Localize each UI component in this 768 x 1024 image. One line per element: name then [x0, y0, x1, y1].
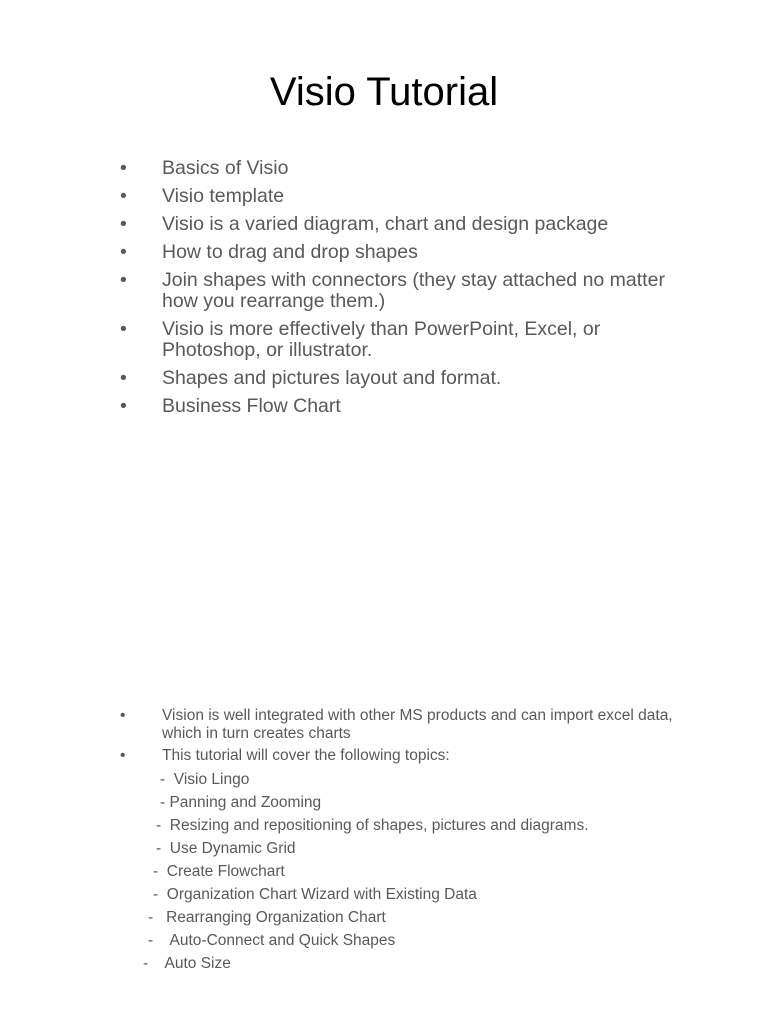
- topic-item: - Rearranging Organization Chart: [148, 909, 386, 926]
- topic-item: - Organization Chart Wizard with Existing Data: [153, 886, 477, 903]
- bullet-text: Basics of Visio: [162, 157, 289, 179]
- bullet-icon: •: [120, 318, 127, 340]
- note-item: [120, 707, 680, 743]
- bullet-item: [120, 396, 680, 417]
- bullet-icon: •: [120, 707, 126, 724]
- topic-item: - Resizing and repositioning of shapes, pictures and diagrams.: [156, 817, 589, 834]
- bullet-item: [120, 368, 680, 389]
- bullet-item: [120, 270, 680, 312]
- bullet-text: Shapes and pictures layout and format.: [162, 367, 502, 389]
- bullet-icon: •: [120, 213, 127, 235]
- bullet-text: How to drag and drop shapes: [162, 241, 418, 263]
- note-item: [120, 747, 680, 765]
- bullet-icon: •: [120, 241, 127, 263]
- bullet-text: Visio is a varied diagram, chart and design package: [162, 213, 609, 235]
- notes-list: [120, 707, 680, 769]
- bullet-item: [120, 186, 680, 207]
- bullet-item: [120, 242, 680, 263]
- note-text: Vision is well integrated with other MS products and can import excel data, which in turn creates charts: [162, 707, 673, 742]
- topic-item: - Panning and Zooming: [160, 794, 322, 811]
- topic-item: - Auto Size: [143, 955, 231, 972]
- topic-item: - Use Dynamic Grid: [156, 840, 296, 857]
- bullet-item: [120, 319, 680, 361]
- bullet-icon: •: [120, 269, 127, 291]
- bullet-item: [120, 158, 680, 179]
- main-bullet-list: [120, 158, 680, 424]
- bullet-icon: •: [120, 185, 127, 207]
- note-text: This tutorial will cover the following topics:: [162, 747, 450, 764]
- bullet-text: Visio is more effectively than PowerPoint, Excel, or Photoshop, or illustrator.: [162, 318, 601, 361]
- bullet-text: Visio template: [162, 185, 285, 207]
- bullet-icon: •: [120, 395, 127, 417]
- bullet-icon: •: [120, 367, 127, 389]
- page-title: Visio Tutorial: [269, 70, 499, 114]
- topic-item: - Create Flowchart: [153, 863, 285, 880]
- bullet-item: [120, 214, 680, 235]
- topic-item: - Auto-Connect and Quick Shapes: [148, 932, 396, 949]
- bullet-text: Business Flow Chart: [162, 395, 341, 417]
- bullet-icon: •: [120, 157, 127, 179]
- bullet-icon: •: [120, 747, 126, 764]
- topic-item: - Visio Lingo: [160, 771, 250, 788]
- bullet-text: Join shapes with connectors (they stay attached no matter how you rearrange them.): [162, 269, 665, 312]
